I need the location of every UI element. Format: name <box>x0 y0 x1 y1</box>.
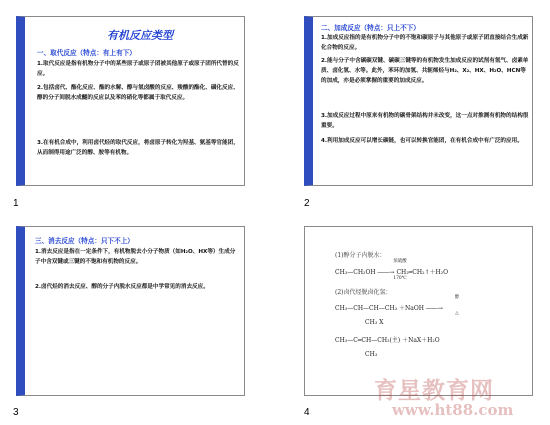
slide-3[interactable] <box>16 226 245 396</box>
paragraph: 2.包括卤代、酯化反应、酯的水解、醇与氢卤酸的反应、羧酸的酯化、磺化反应、醇的分子间脱水成醚的反应以及苯的硝化等都属于取代反应。 <box>37 85 239 102</box>
slide-2[interactable] <box>304 16 533 186</box>
chemical-equation: CH₃—CH—CH—CH₃ ＋NaOH ――→ <box>335 305 443 312</box>
paragraph: 4.利用加成反应可以增长碳链，也可以转换官能团，在有机合成中有广泛的应用。 <box>321 138 523 144</box>
equation-label: (1)醇分子内脱水： <box>335 252 386 259</box>
slide-number: 2 <box>304 198 310 209</box>
reaction-condition: 醇 <box>454 295 460 300</box>
watermark-logo-text: 育星教育网 <box>374 378 494 404</box>
paragraph: 3.加成反应过程中原来有机物的碳骨架结构并未改变，这一点对推测有机物的结构很重要。 <box>321 113 529 130</box>
chemical-equation: CH₃ X <box>365 319 384 326</box>
chemical-equation: CH₃—C═CH—CH₃(主) ＋NaX＋H₂O <box>335 337 440 344</box>
chemical-equation: CH₃ <box>365 351 378 358</box>
paragraph: 1.取代反应是指有机物分子中的某些原子或原子团被其他原子或原子团所代替的反应。 <box>37 61 239 78</box>
equation-label: (2)卤代烃脱卤化氢： <box>335 289 392 296</box>
section-heading: 三、消去反应（特点：只下不上） <box>35 237 134 245</box>
paragraph: 1.加成反应指的是有机物分子中的不饱和碳原子与其他原子或原子团直接结合生成新化合物的反应。 <box>321 35 529 52</box>
slide-number: 3 <box>13 407 19 418</box>
paragraph: 2.卤代烃的消去反应、醇的分子内脱水反应都是中学常见的消去反应。 <box>35 284 209 290</box>
chemical-equation: CH₃—CH₂OH ――→ CH₂═CH₂↑＋H₂O <box>335 269 449 276</box>
slide-title: 有机反应类型 <box>107 29 173 42</box>
paragraph: 2.能与分子中含碳碳双键、碳碳三键等的有机物发生加成反应的试剂有氢气、卤素单质、卤化氢、水等。此外，苯环的加氢、共轭烯烃与H₂、X₂、HX、H₂O、HCN等的加成，亦是必须掌握的重要的加成反应。 <box>321 58 529 85</box>
reaction-condition: 浓硫酸 <box>393 259 407 264</box>
slide-4[interactable] <box>304 226 533 396</box>
section-heading: 一、取代反应（特点：有上有下） <box>37 49 136 57</box>
slide-number: 1 <box>13 198 19 209</box>
reaction-condition: 170℃ <box>393 276 407 281</box>
slide-number: 4 <box>304 407 310 418</box>
slide-1[interactable] <box>16 16 245 186</box>
paragraph: 3.在有机合成中，利用卤代烃的取代反应，将卤原子转化为羟基、氨基等官能团，从而制得用途广泛的醇、胺等有机物。 <box>37 140 239 157</box>
watermark-url: www.ht88.com <box>392 401 514 419</box>
section-heading: 二、加成反应（特点：只上不下） <box>321 24 420 32</box>
reaction-condition: △ <box>455 311 459 316</box>
paragraph: 1.消去反应是指在一定条件下，有机物脱去小分子物质（如H₂O、HX等）生成分子中含双键或三键的不饱和有机物的反应。 <box>35 249 236 266</box>
